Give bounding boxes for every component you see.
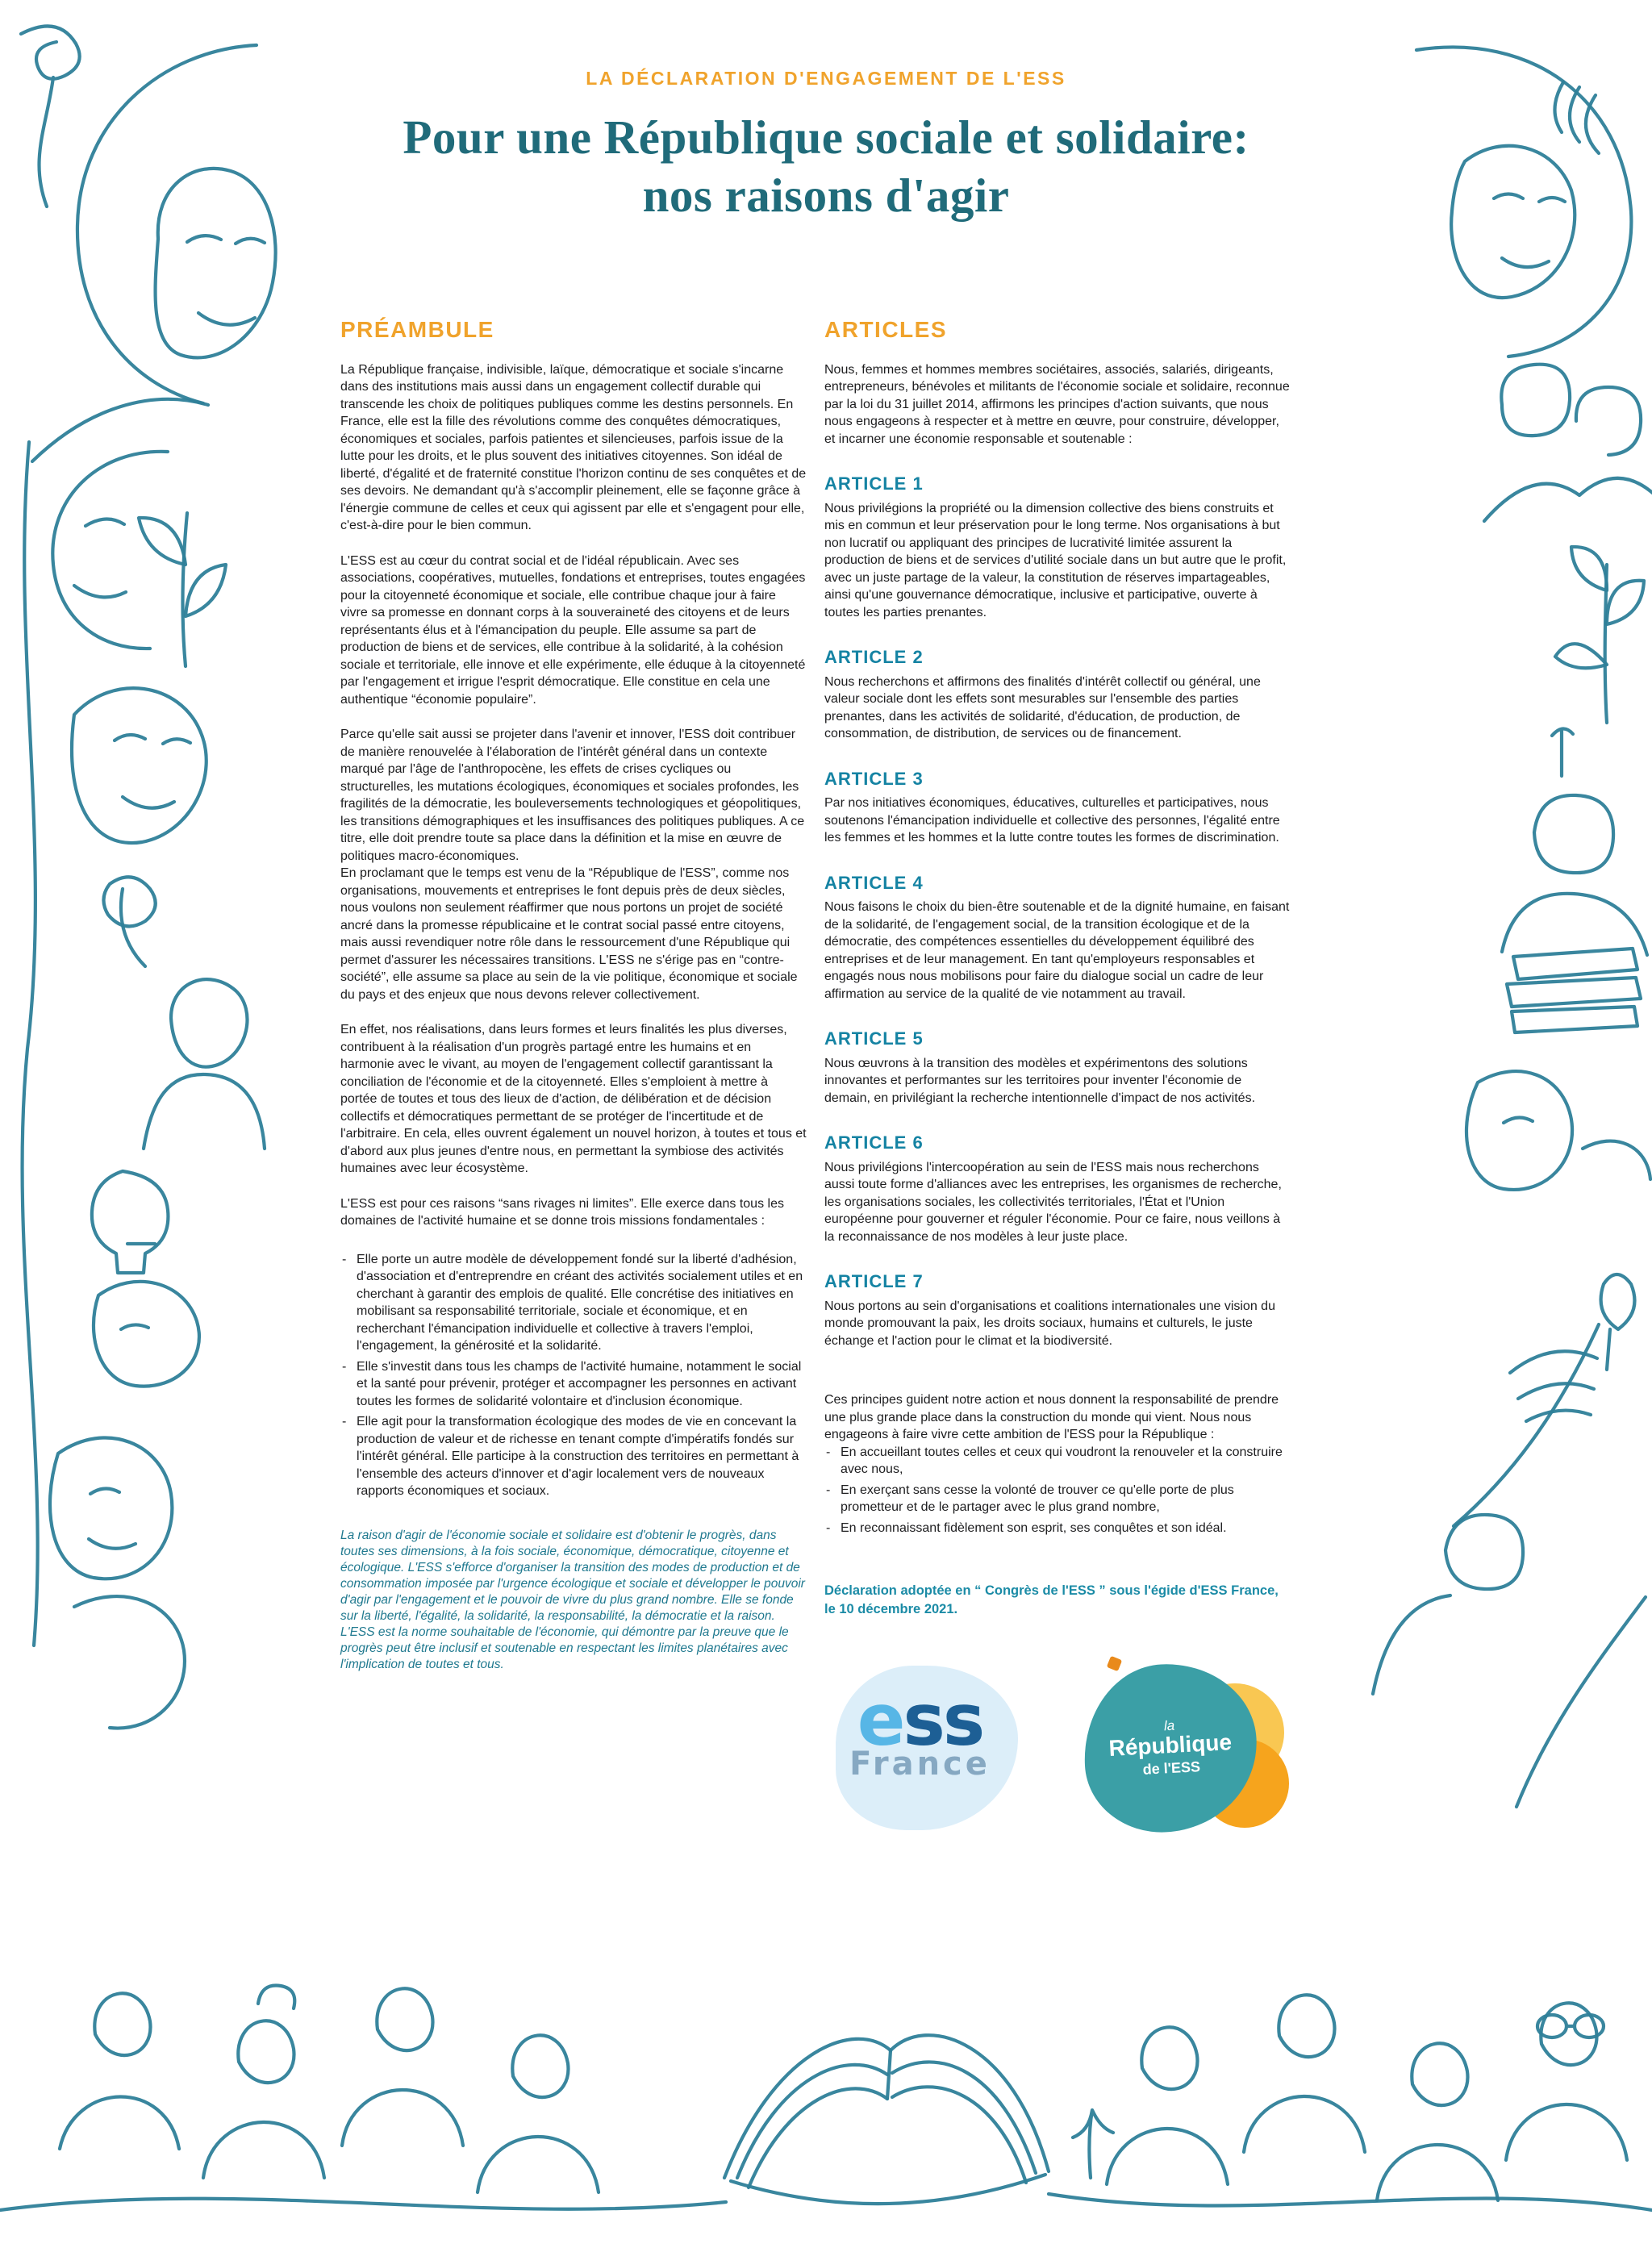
republique-ess-logo <box>1084 1656 1291 1846</box>
line-art-left-profile <box>52 452 168 649</box>
mission-item-2: - Elle s'investit dans tous les champs de l'activité humaine, notamment le social et la santé pour prévenir, protéger et accompagner les personnes en activant toutes les formes de solidarité volontaire et d'inclusion économique. <box>340 1358 807 1411</box>
line-art-right-hand-with-flower <box>1510 1274 1634 1421</box>
article-3-heading: ARTICLE 3 <box>824 768 924 789</box>
article-5-heading: ARTICLE 5 <box>824 1028 924 1049</box>
closing-paragraph: Ces principes guident notre action et nous donnent la responsabilité de prendre une plus grande place dans la construction du monde qui vient. Nous nous engageons à faire vivre cette ambition de l'ESS pour la République : <box>824 1393 1279 1441</box>
ess-letters-ss: ss <box>903 1679 983 1762</box>
line-art-left-smiling-face <box>72 688 206 843</box>
article-6-heading: ARTICLE 6 <box>824 1132 924 1153</box>
preambule-paragraph-3: Parce qu'elle sait aussi se projeter dans l'avenir et innover, l'ESS doit contribuer de manière renouvelée à l'élaboration de l'intérêt général dans un contexte marqué par l'âge de l'anthropocène, les effets de crises cycliques ou structurelles, les mutations écologiques, économiques et sociales profondes, les fragilités de la démocratie, les bouleversements technologiques et géopolitiques, les transitions démographiques et les insuffisances des politiques publiques. A ce titre, elle doit prendre toute sa place dans la définition et la mise en œuvre de politiques macro-économiques. <box>340 728 805 863</box>
kicker: LA DÉCLARATION D'ENGAGEMENT DE L'ESS <box>586 68 1066 89</box>
article-1-body: Nous privilégions la propriété ou la dimension collective des biens construits et mis en commun et leur préservation pour le long terme. Nos organisations à but non lucratif ou appliquant des principes de lucrativité limitée assurent la production de biens et de services d'utilité sociale dans un but autre que le profit, avec un juste partage de la valeur, la constitution de réserves impartageables, ainsi qu'une gouvernance démocratique, inclusive et participative, ouverte à toutes les parties prenantes. <box>824 501 1287 619</box>
article-5-body: Nous œuvrons à la transition des modèles et expérimentons des solutions innovantes et performantes sur les territoires pour inventer l'économie de demain, en privilégiant la recherche intentionnelle d'impact de nos activités. <box>824 1056 1256 1105</box>
closing-bullet-1: - En accueillant toutes celles et ceux qui voudront la renouveler et la construire avec nous, <box>824 1444 1291 1479</box>
article-1-heading: ARTICLE 1 <box>824 473 924 494</box>
line-art-left-leaf <box>139 513 226 666</box>
article-6 <box>824 1134 1291 1245</box>
line-art-left-lightbulb-person <box>92 1171 199 1387</box>
line-art-open-book <box>724 2035 1049 2204</box>
preambule-paragraph-5: En effet, nos réalisations, dans leurs formes et leurs finalités les plus diverses, contribuent à la réalisation d'un progrès partagé entre les humains et en harmonie avec le vivant, au moyen de l'engagement collectif garantissant la conciliation de l'économie et de la citoyenneté. Elles s'emploient à mettre à portée de toutes et tous des lieux de d'action, de délibération et de décision collectifs et démocratiques permettant de se protéger de l'incertitude et de l'arbitraire. En cela, elles ouvrent également un nouvel horizon, à toutes et tous et d'abord aux plus jeunes d'entre nous, en permettant la symbiose des activités humaines avec leur écosystème. <box>340 1023 807 1175</box>
article-5 <box>824 1030 1291 1107</box>
line-art-bottom-sprig <box>1073 2110 1113 2178</box>
mission-item-1: - Elle porte un autre modèle de développement fondé sur la liberté d'adhésion, d'association et d'entreprendre en créant des activités socialement utiles et en cherchant à garantir des emplois de qualité. Elle concrétise des initiatives en mobilisant sa responsabilité territoriale, sociale et économique, et en recherchant l'émancipation individuelle et collective à travers l'emploi, l'engagement, la générosité et la solidarité. <box>340 1251 807 1355</box>
preambule-paragraph-1: La République française, indivisible, laïque, démocratique et sociale s'incarne dans des institutions mais aussi dans un engagement collectif durable qui transcende les choix de politiques publiques comme les destins personnels. En France, elle est la fille des révolutions comme des conquêtes démocratiques, économiques et sociales, parfois patientes et silencieuses, parfois issue de la lutte pour les droits, et le plus souvent des initiatives citoyennes. Son idéal de liberté, d'égalité et de fraternité constitue l'horizon continu de ses conquêtes et de ses devoirs. Ne demandant qu'à s'accomplir pleinement, elle se façonne grâce à l'énergie commune de celles et ceux qui agissent par elle et s'engagent pour elle, c'est-à-dire pour le bien commun. <box>340 362 807 532</box>
mission-item-3: - Elle agit pour la transformation écologique des modes de vie en concevant la production de valeur et de richesse en tenant compte d'impératifs fondés sur l'intérêt général. Elle participe à la construction des territoires en permettant à l'ensemble des acteurs d'innover et d'agir localement vers de nouveaux rapports économiques et sociaux. <box>340 1413 807 1500</box>
missions-list <box>340 1251 807 1500</box>
line-art-right-talking-faces <box>1466 1071 1650 1190</box>
republique-logo-orange-dot <box>1107 1656 1123 1672</box>
article-4-body: Nous faisons le choix du bien-être soutenable et de la dignité humaine, en faisant de la solidarité, de l'engagement social, de la transition écologique et de la démocratie, des compétences essentielles du développement équilibré des entreprises et de leur management. En tant qu'employeurs responsables et engagés nous nous mobilisons pour faire du dialogue social un cadre de leur affirmation au service de la qualité de vie notamment au travail. <box>824 900 1290 1001</box>
closing-bullets <box>824 1444 1291 1537</box>
article-3 <box>824 770 1291 847</box>
articles-intro: Nous, femmes et hommes membres sociétaires, associés, salariés, dirigeants, entrepreneurs, bénévoles et militants de l'économie sociale et solidaire, reconnue par la loi du 31 juillet 2014, affirmons les principes d'action suivants, que nous nous engageons à respecter et à mettre en œuvre, pour construire, développer, et incarner une économie responsable et soutenable : <box>824 362 1290 446</box>
ess-france-label: France <box>849 1745 991 1783</box>
article-3-body: Par nos initiatives économiques, éducatives, culturelles et participatives, nous soutenons l'émancipation individuelle et collective des personnes, l'égalité entre les femmes et les hommes et la lutte contre toutes les formes de discrimination. <box>824 796 1280 845</box>
line-art-left-margin-squiggle <box>23 442 38 1645</box>
ess-letter-e: e <box>857 1679 903 1762</box>
preambule-paragraph-4: En proclamant que le temps est venu de la “République de l'ESS”, comme nos organisations, mouvements et entreprises le font depuis près de deux siècles, nous voulons non seulement réaffirmer que nous portons un projet de société ancré dans la promesse républicaine et le contrat social passé entre citoyens, mais aussi revendiquer notre rôle dans le ressourcement d'une République qui permet d'assurer les nécessaires transitions. L'ESS ne s'érige pas en “contre-société”, elle assume sa place au sein de la vie politique, économique et sociale du pays et des enjeux que nous devons relever collectivement. <box>340 866 798 1002</box>
preambule-paragraph-6: L'ESS est pour ces raisons “sans rivages ni limites”. Elle exerce dans tous les domaines de l'activité humaine et se donne trois missions fondamentales : <box>340 1196 784 1228</box>
closing-bullet-3: - En reconnaissant fidèlement son esprit, ses conquêtes et son idéal. <box>824 1520 1291 1537</box>
article-7 <box>824 1273 1291 1349</box>
line-art-right-book-stack <box>1507 949 1641 1032</box>
title-line-1: Pour une République sociale et solidaire: <box>403 111 1249 164</box>
line-art-right-flower <box>1555 547 1644 723</box>
line-art-left-lower-faces <box>50 1437 185 1728</box>
logos-row <box>824 1656 1291 1846</box>
closing-bullet-2: - En exerçant sans cesse la volonté de trouver ce qu'elle porte de plus prometteur et de le partager avec le plus grand nombre, <box>824 1482 1291 1516</box>
preambule-paragraph-2: L'ESS est au cœur du contrat social et de l'idéal républicain. Avec ses associations, coopératives, mutuelles, fondations et entreprises, toutes engagées pour la citoyenneté économique et sociale, elle contribue chaque jour à faire vivre sa promesse en donnant corps à la souveraineté des citoyens et de leurs représentants élus et à l'émancipation du peuple. Elle assume sa part de production de biens et de services, elle contribue à la solidarité, à la cohésion sociale et territoriale, elle innove et elle expérimente, elle éduque à la citoyenneté par l'engagement et irrigue l'esprit démocratique. Elle constitue en cela une authentique “économie populaire”. <box>340 553 806 707</box>
page-title <box>0 109 1652 225</box>
article-2 <box>824 649 1291 743</box>
line-art-right-reaching-person <box>1373 1324 1646 1807</box>
preambule-column <box>340 317 807 1691</box>
articles-heading: ARTICLES <box>824 317 947 342</box>
article-4 <box>824 874 1291 1003</box>
line-art-right-embracing-pair <box>1484 365 1652 521</box>
article-1 <box>824 475 1291 621</box>
article-2-body: Nous recherchons et affirmons des finalités d'intérêt collectif ou général, une valeur sociale dont les effets sont mesurables sur l'ensemble des parties prenantes, dans les activités de solidarité, d'éducation, de production, de consommation, de distribution, de services ou de financement. <box>824 674 1261 740</box>
article-2-heading: ARTICLE 2 <box>824 647 924 667</box>
line-art-left-raised-fist-figure <box>103 877 265 1149</box>
ess-france-logo <box>824 1664 1016 1837</box>
line-art-bottom-crowd <box>0 1985 1652 2210</box>
articles-column <box>824 317 1291 1846</box>
republique-logo-la: la <box>1163 1717 1175 1734</box>
article-4-heading: ARTICLE 4 <box>824 872 924 893</box>
article-7-body: Nous portons au sein d'organisations et coalitions internationales une vision du monde promouvant la paix, les droits sociaux, humains et culturels, le juste échange et l'action pour le climat et la biodiversité. <box>824 1299 1275 1348</box>
raison-dagir-note: La raison d'agir de l'économie sociale et solidaire est d'obtenir le progrès, dans toutes ses dimensions, à la fois sociale, économique, démocratique, citoyenne et écologique. L'ESS s'efforce d'organiser la transition des modes de production et de consommation imposée par l'urgence écologique et sociale et développer le pouvoir d'agir par l'engagement et le pouvoir de vivre du plus grand nombre. Elle se fonde sur la liberté, l'égalité, la solidarité, la responsabilité, la démocratie et la raison. L'ESS est la norme souhaitable de l'économie, qui démontre par la preuve que le progrès peut être inclusif et soutenable en respectant les limites planétaires avec l'implication de toutes et tous. <box>340 1528 805 1671</box>
republique-logo-sub: de l'ESS <box>1142 1758 1201 1778</box>
masthead <box>0 68 1652 225</box>
title-line-2: nos raisons d'agir <box>642 168 1010 222</box>
article-7-heading: ARTICLE 7 <box>824 1271 924 1291</box>
line-art-right-pointing-person <box>1502 728 1647 955</box>
adoption-note: Déclaration adoptée en “ Congrès de l'ESS ” sous l'égide d'ESS France, le 10 décembre 2021. <box>824 1583 1279 1616</box>
preambule-heading: PRÉAMBULE <box>340 317 494 342</box>
republique-logo-name: République <box>1108 1729 1233 1761</box>
article-6-body: Nous privilégions l'intercoopération au sein de l'ESS mais nous recherchons aussi toute forme d'alliances avec les entreprises, les organismes de recherche, les organisations sociales, les collectivités territoriales, l'État et l'Union européenne pour gouverner et réguler l'économie. Pour ce faire, nous veillons à la reconnaissance de nos modèles à leur juste place. <box>824 1160 1282 1244</box>
